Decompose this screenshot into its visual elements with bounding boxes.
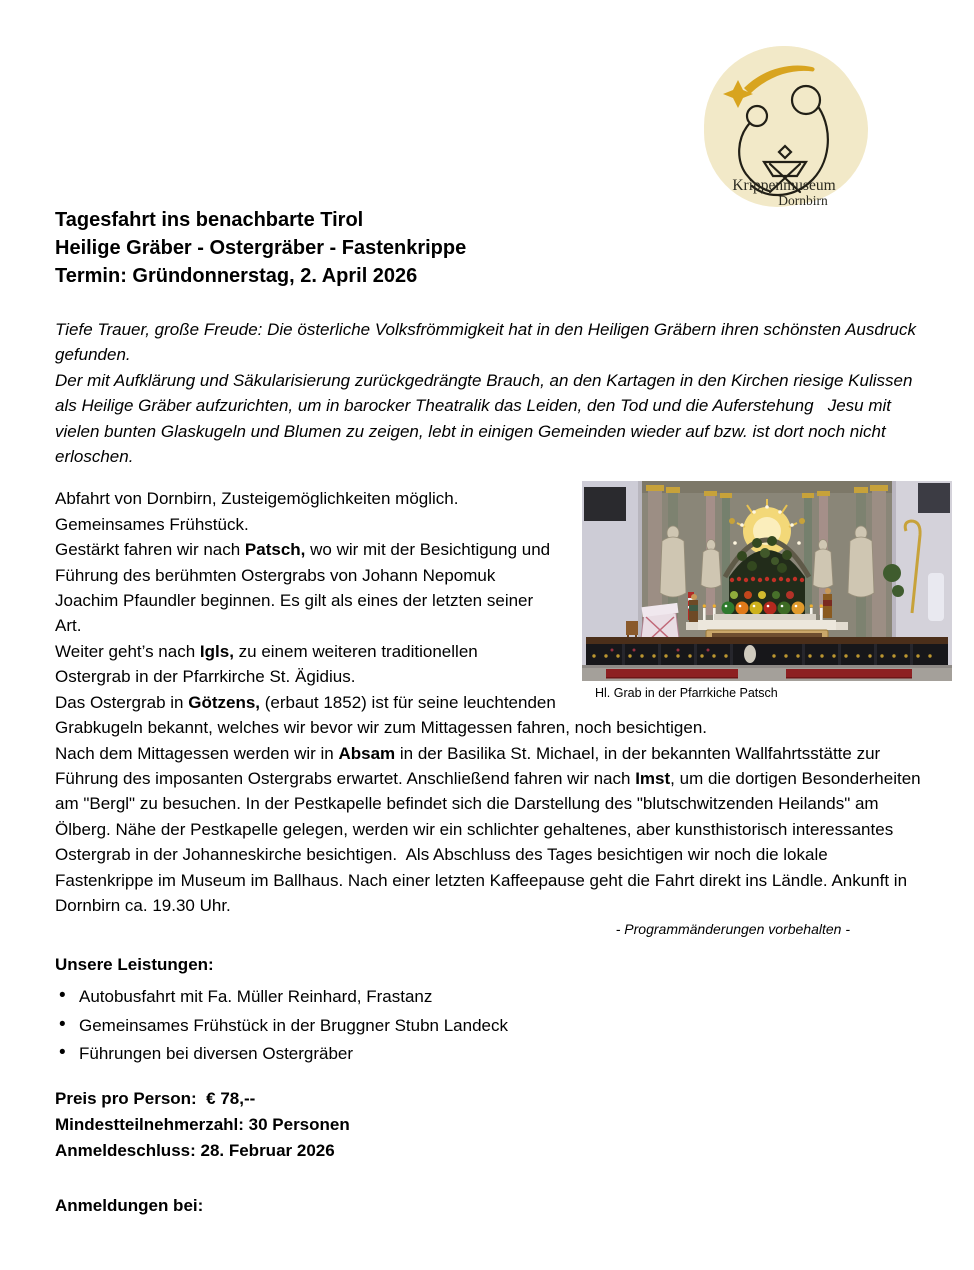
services-heading: Unsere Leistungen:: [55, 955, 214, 975]
price-per-person: Preis pro Person: € 78,--: [55, 1088, 256, 1108]
pricing-section: [55, 1086, 930, 1164]
trip-paragraph-2: Gemeinsames Frühstück.: [55, 514, 249, 534]
trip-paragraph-5: Das Ostergrab in Götzens, (erbaut 1852) ist für seine leuchtenden Grabkugeln bekannt, welches wir bevor wir zum Mittagessen fahren, noch besichtigen.: [55, 692, 708, 738]
service-item-breakfast: [55, 1012, 930, 1041]
trip-description: [55, 486, 930, 939]
minimum-participants: Mindestteilnehmerzahl: 30 Personen: [55, 1114, 350, 1134]
trip-paragraph-3: Gestärkt fahren wir nach Patsch, wo wir mit der Besichtigung und Führung des berühmten Ostergrabs von Johann Nepomuk Joachim Pfaundler beginnen. Es gilt als eines der letzten seiner Art.: [55, 540, 555, 636]
logo-org-name: Krippenmuseum: [732, 177, 836, 194]
trip-paragraph-1: Abfahrt von Dornbirn, Zusteigemöglichkeiten möglich.: [55, 489, 459, 509]
title-line-3: Termin: Gründonnerstag, 2. April 2026: [55, 265, 418, 287]
registration-deadline: Anmeldeschluss: 28. Februar 2026: [55, 1140, 335, 1160]
registration-heading: Anmeldungen bei:: [55, 1195, 204, 1215]
service-item-tours: [55, 1040, 930, 1069]
title-line-1: Tagesfahrt ins benachbarte Tirol: [55, 209, 364, 231]
intro-paragraph-2: Der mit Aufklärung und Säkularisierung zurückgedrängte Brauch, an den Kartagen in den Kirchen riesige Kulissen als Heilige Gräber aufzurichten, um in barocker Theatralik das Leiden, den Tod und die Auferstehung Jesu mit vielen bunten Glaskugeln und Blumen zu zeigen, lebt in einigen Gemeinden wieder auf bzw. ist dort noch nicht erloschen.: [55, 370, 918, 467]
altar-photo-illustration: [582, 481, 952, 681]
logo-org-city: Dornbirn: [778, 193, 828, 208]
program-change-note: - Programmänderungen vorbehalten -: [615, 921, 850, 938]
registration-section: [55, 1194, 930, 1218]
krippenmuseum-logo: [700, 40, 872, 212]
intro-paragraph-1: Tiefe Trauer, große Freude: Die österliche Volksfrömmigkeit hat in den Heiligen Gräbern ihren schönsten Ausdruck gefunden.: [55, 320, 921, 365]
altar-photo-figure: [582, 481, 952, 701]
services-section: [55, 953, 930, 1069]
bullet-icon: •: [59, 985, 66, 1007]
altar-photo: [582, 481, 952, 681]
services-list: [55, 983, 930, 1069]
logo-graphic: [700, 40, 872, 212]
title-line-2: Heilige Gräber - Ostergräber - Fastenkrippe: [55, 237, 467, 259]
service-item-label: Führungen bei diversen Ostergräber: [79, 1044, 354, 1064]
service-item-bus: [55, 983, 930, 1012]
trip-paragraph-6: Nach dem Mittagessen werden wir in Absam in der Basilika St. Michael, in der bekannten Wallfahrtsstätte zur Führung des imposanten Ostergrabs erwartet. Anschließend fahren wir nach Imst, um die dortigen Besonderheiten am "Bergl" zu besuchen. In der Pestkapelle befindet sich die Darstellung des "blutschwitzenden Heilands" am Ölberg. Nähe der Pestkapelle gelegen, werden wir ein schlichter gehaltenes, aber kunsthistorisch interessantes Ostergrab in der Johanneskirche besichtigen. Als Abschluss des Tages besichtigen wir noch die lokale Fastenkrippe im Museum im Ballhaus. Nach einer letzten Kaffeepause geht die Fahrt direkt ins Ländle. Ankunft in Dornbirn ca. 19.30 Uhr.: [55, 743, 926, 915]
bullet-icon: •: [59, 1013, 66, 1035]
bullet-icon: •: [59, 1042, 66, 1064]
service-item-label: Gemeinsames Frühstück in der Bruggner Stubn Landeck: [79, 1015, 509, 1035]
service-item-label: Autobusfahrt mit Fa. Müller Reinhard, Frastanz: [79, 987, 433, 1007]
intro-section: [55, 317, 930, 469]
photo-caption: Hl. Grab in der Pfarrkiche Patsch: [595, 686, 778, 701]
trip-paragraph-4: Weiter geht’s nach Igls, zu einem weiteren traditionellen Ostergrab in der Pfarrkirche St. Ägidius.: [55, 641, 483, 687]
